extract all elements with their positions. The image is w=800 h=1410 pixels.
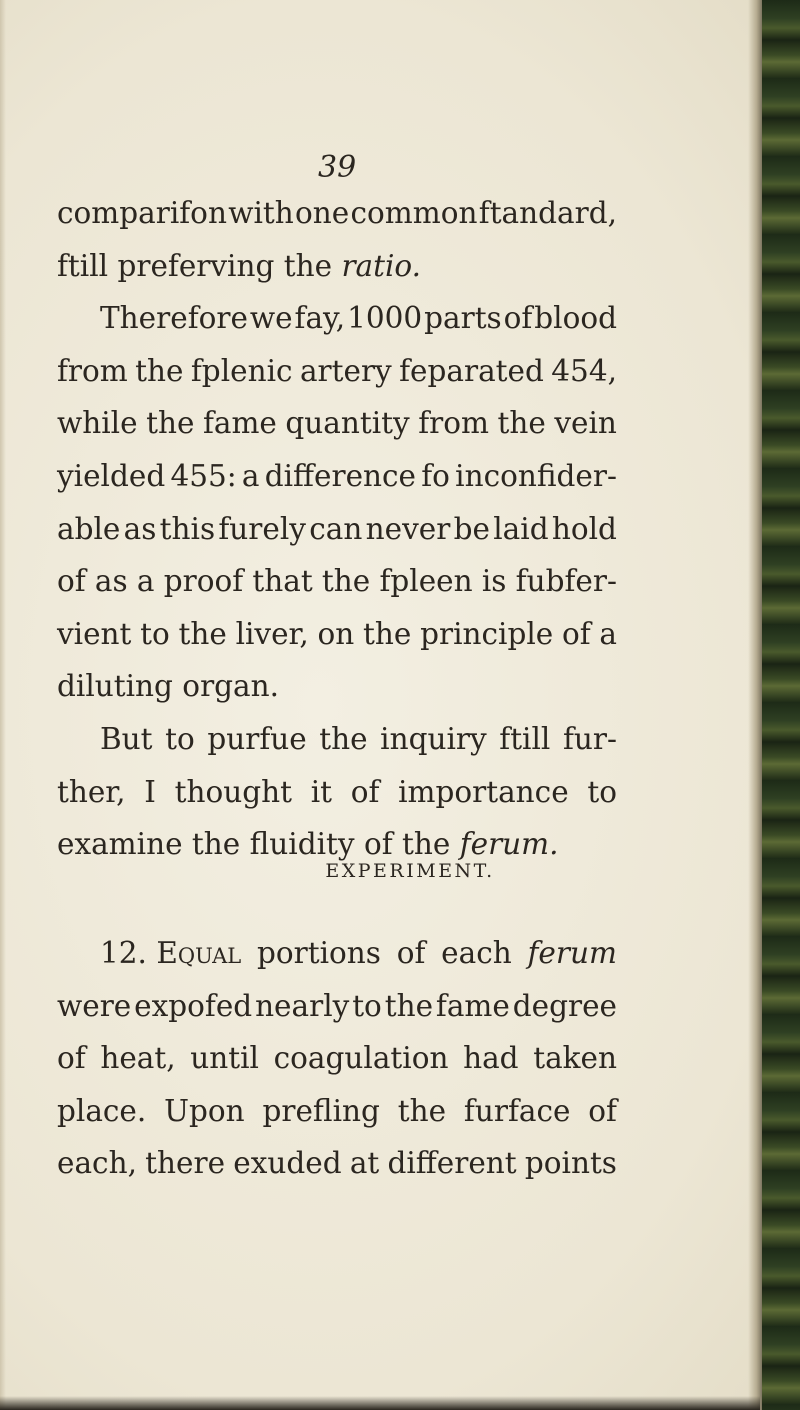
word: there [145,1146,226,1181]
word: a [241,458,260,493]
text-line [57,980,617,1033]
word: furely [218,511,306,546]
word: of [503,301,533,336]
word: to [587,774,617,809]
book-spine [762,0,800,1410]
word: yielded [57,458,166,493]
text-span: of [396,936,426,970]
word: a [599,616,617,651]
text-line [57,397,617,450]
word: as [94,564,128,599]
italic-word: ferum. [459,827,559,862]
italic-word: ferum [527,936,617,970]
word: But [100,721,153,756]
text-span: ftill preferving the [57,248,342,283]
paragraph-number: 12. [100,936,147,970]
word: taken [533,1041,617,1076]
word: fubfer- [515,564,617,599]
word: quantity [285,406,410,441]
text-line [57,1032,617,1085]
word: place. [57,1093,147,1128]
word: inquiry [380,721,487,756]
word: while [57,406,138,441]
word: laid [493,511,549,546]
body-text-lower [57,927,617,1190]
word: had [463,1041,519,1076]
word: ther, [57,774,126,809]
page-gutter-shadow [748,0,762,1410]
word: the [497,406,546,441]
word: to [165,721,195,756]
word: furface [463,1093,571,1128]
text-span: examine the fluidity of the [57,827,460,862]
word: as [123,511,157,546]
word: one [295,196,350,230]
text-line [57,608,617,661]
word: of [57,564,86,599]
word: we [249,301,293,336]
word: the [321,564,371,599]
word: the [135,353,184,388]
word: a [136,564,155,599]
word: fur- [562,721,617,756]
page-number: 39 [318,150,357,185]
word: prefling [262,1093,380,1128]
word: fo [421,458,450,493]
word: it [310,774,332,809]
word: from [418,406,489,441]
word: heat, [100,1041,176,1076]
word: Upon [164,1093,245,1128]
word: thought [174,774,292,809]
word: is [481,564,507,599]
word: comparifon [57,196,227,230]
word: the [319,721,368,756]
section-heading-text: EXPERIMENT. [325,860,495,882]
text-line [57,450,617,503]
word: of [57,1041,86,1076]
word: vient [57,616,132,651]
page-edge [0,0,6,1410]
body-text-upper [57,187,617,871]
word: purfue [207,721,307,756]
word: fame [202,406,277,441]
word: feparated [399,353,544,388]
text-line [57,927,617,980]
text-line [57,713,617,766]
word: liver, [235,616,309,651]
word: 455: [170,458,237,493]
word: ftill [499,721,551,756]
word: at [349,1146,380,1181]
word: to [140,616,170,651]
text-line [57,555,617,608]
word: each, [57,1146,137,1181]
word: this [159,511,216,546]
experiment-number [100,927,241,980]
word: parts [424,301,502,336]
word: with [228,196,294,230]
word: vein [554,406,617,441]
word: of [561,616,591,651]
text-span: each [441,936,512,970]
word: the [384,988,434,1023]
word: Therefore [100,301,248,336]
word: principle [420,616,554,651]
word: until [190,1041,259,1076]
text-line [57,187,617,240]
text-line [57,766,617,819]
word: proof [163,564,244,599]
word: of [588,1093,617,1128]
word: fame [435,988,510,1023]
word: never [365,511,451,546]
lead-word: Equal [156,936,242,970]
word: degree [512,988,617,1023]
word: inconfider- [455,458,617,493]
word: be [453,511,490,546]
word: difference [264,458,417,493]
word: of [350,774,380,809]
text-line [57,1137,617,1190]
page-bottom-shadow [0,1396,760,1410]
word: the [397,1093,447,1128]
text-line [57,345,617,398]
word: fplenic [190,353,293,388]
word: blood [534,301,617,336]
word: 1000 [347,301,423,336]
word: artery [299,353,392,388]
word: fay, [294,301,346,336]
text-line: diluting organ. [57,669,280,704]
word: fpleen [379,564,473,599]
word: able [57,511,121,546]
word: the [178,616,227,651]
word: 454, [551,353,617,388]
word: to [352,988,382,1023]
word: expofed [134,988,253,1023]
word: I [144,774,156,809]
italic-word: ratio. [341,248,422,283]
text-line [57,240,617,293]
word: common [350,196,478,230]
word: coagulation [273,1041,449,1076]
text-line [57,292,617,345]
text-span: portions [257,936,381,970]
word: the [146,406,195,441]
word: nearly [255,988,350,1023]
word: that [252,564,313,599]
text-line [57,503,617,556]
section-heading [0,860,800,882]
word: from [57,353,128,388]
text-line [57,1085,617,1138]
word: were [57,988,132,1023]
word: points [524,1146,617,1181]
word: hold [551,511,617,546]
word: the [363,616,412,651]
word: ftandard, [478,196,617,230]
word: importance [398,774,569,809]
word: can [309,511,363,546]
word: exuded [233,1146,342,1181]
word: on [317,616,355,651]
word: different [387,1146,517,1181]
